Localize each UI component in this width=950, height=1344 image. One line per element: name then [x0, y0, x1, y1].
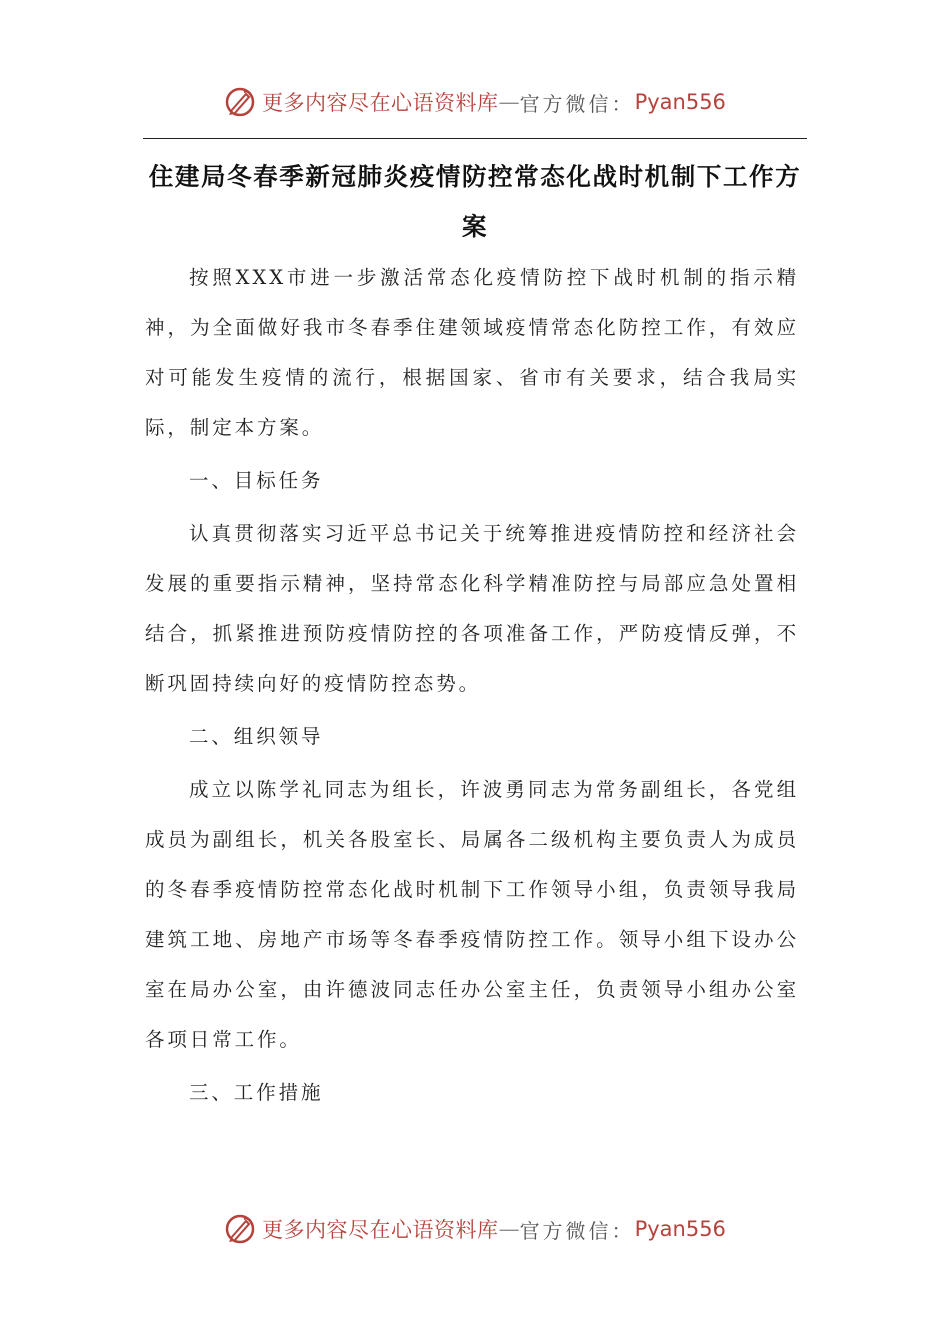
header-divider — [143, 138, 807, 139]
heading-section-3: 三、工作措施 — [189, 1081, 324, 1104]
paragraph-section-1: 认真贯彻落实习近平总书记关于统筹推进疫情防控和经济社会发展的重要指示精神，坚持常态化科学精准防控与局部应急处置相结合，抓紧推进预防疫情防控的各项准备工作，严防疫情反弹，不断巩固持续向好的疫情防控态势。 — [145, 522, 799, 695]
banner-text: 更多内容尽在心语资料库 — [262, 91, 499, 115]
pen-logo-icon — [224, 86, 256, 118]
document-title: 住建局冬春季新冠肺炎疫情防控常态化战时机制下工作方案 — [148, 162, 802, 241]
banner-label: 官方微信： — [519, 91, 635, 116]
banner-wechat-id: Pyan556 — [634, 1217, 726, 1241]
banner-label: 官方微信： — [519, 1218, 635, 1243]
banner-separator: — — [498, 1217, 520, 1241]
banner-separator: — — [498, 90, 520, 114]
heading-section-2: 二、组织领导 — [189, 725, 324, 748]
document-body — [145, 253, 799, 1121]
paragraph-intro: 按照XXX市进一步激活常态化疫情防控下战时机制的指示精神，为全面做好我市冬春季住建领域疫情常态化防控工作，有效应对可能发生疫情的流行，根据国家、省市有关要求，结合我局实际，制定本方案。 — [145, 266, 799, 439]
pen-logo-icon — [224, 1213, 256, 1245]
banner-wechat-id: Pyan556 — [634, 90, 726, 114]
header-banner — [0, 82, 950, 122]
banner-text: 更多内容尽在心语资料库 — [262, 1218, 499, 1242]
footer-banner — [0, 1209, 950, 1249]
heading-section-1: 一、目标任务 — [189, 469, 324, 492]
paragraph-section-2: 成立以陈学礼同志为组长，许波勇同志为常务副组长，各党组成员为副组长，机关各股室长、局属各二级机构主要负责人为成员的冬春季疫情防控常态化战时机制下工作领导小组，负责领导我局建筑工地、房地产市场等冬春季疫情防控工作。领导小组下设办公室在局办公室，由许德波同志任办公室主任，负责领导小组办公室各项日常工作。 — [145, 778, 799, 1051]
